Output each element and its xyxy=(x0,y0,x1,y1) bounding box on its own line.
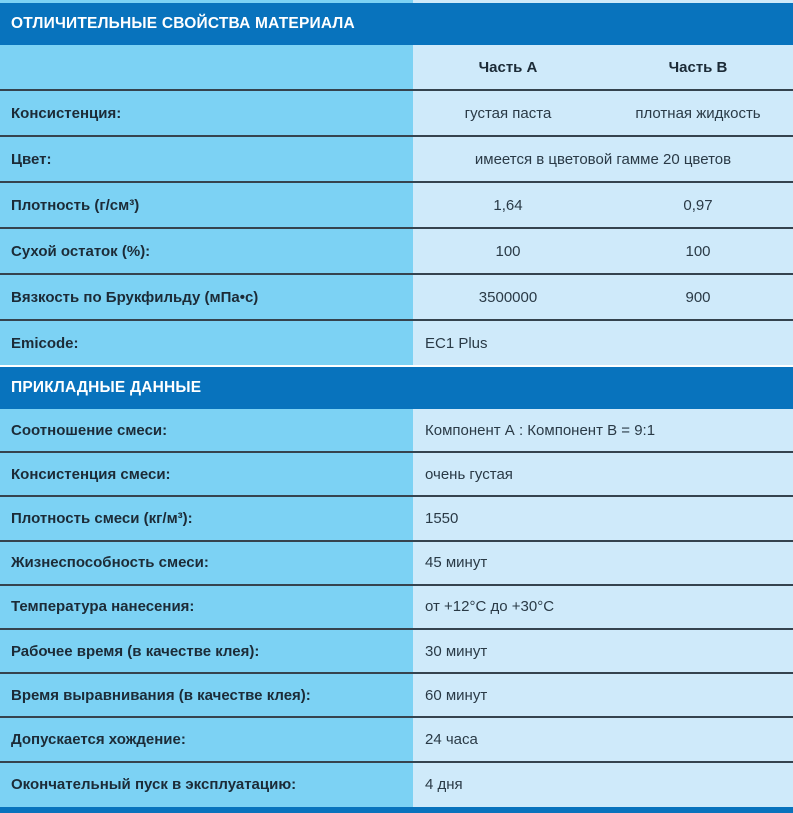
column-header-row xyxy=(0,45,793,91)
property-label: Emicode: xyxy=(11,334,79,352)
column-headers xyxy=(413,45,793,89)
property-values xyxy=(413,763,793,807)
property-values xyxy=(413,137,793,181)
table-row-color xyxy=(0,137,793,183)
value-part-b: 100 xyxy=(685,242,711,260)
property-values xyxy=(413,586,793,628)
property-values xyxy=(413,718,793,760)
value-part-a: 1,64 xyxy=(493,196,523,214)
table-row-application-temp xyxy=(0,586,793,630)
value: 4 дня xyxy=(425,776,463,794)
property-label: Консистенция: xyxy=(11,104,122,122)
property-values xyxy=(413,229,793,273)
section2-title: ПРИКЛАДНЫЕ ДАННЫЕ xyxy=(11,379,202,396)
property-label: Сухой остаток (%): xyxy=(11,242,151,260)
table-row-foot-traffic xyxy=(0,718,793,762)
bottom-accent-bar xyxy=(0,807,793,813)
property-values xyxy=(413,409,793,451)
value: очень густая xyxy=(425,465,513,483)
value: 30 минут xyxy=(425,642,488,660)
property-values xyxy=(413,321,793,365)
value: 60 минут xyxy=(425,686,488,704)
table-row-working-time xyxy=(0,630,793,674)
value-part-a: 3500000 xyxy=(478,288,538,306)
table-row-mix-ratio xyxy=(0,409,793,453)
property-values xyxy=(413,453,793,495)
section2-header-bar xyxy=(0,365,793,409)
value-span: имеется в цветовой гамме 20 цветов xyxy=(474,150,732,168)
property-label: Жизнеспособность смеси: xyxy=(11,554,209,572)
table-row-mix-density xyxy=(0,497,793,541)
value-part-a: 100 xyxy=(495,242,521,260)
table-row-consistency xyxy=(0,91,793,137)
section1-title: ОТЛИЧИТЕЛЬНЫЕ СВОЙСТВА МАТЕРИАЛА xyxy=(11,15,355,32)
value: 24 часа xyxy=(425,730,478,748)
property-label: Цвет: xyxy=(11,150,52,168)
value-part-b: 0,97 xyxy=(683,196,713,214)
property-label: Рабочее время (в качестве клея): xyxy=(11,642,260,660)
table-row-pot-life xyxy=(0,542,793,586)
property-label: Допускается хождение: xyxy=(11,730,186,748)
table-row-viscosity xyxy=(0,275,793,321)
property-label: Вязкость по Брукфильду (мПа•с) xyxy=(11,288,259,306)
section1-header-bar xyxy=(0,3,793,45)
value: EC1 Plus xyxy=(425,334,488,352)
table-row-density xyxy=(0,183,793,229)
property-values xyxy=(413,674,793,716)
value-part-b: плотная жидкость xyxy=(635,104,761,122)
value: 1550 xyxy=(425,509,459,527)
property-values xyxy=(413,630,793,672)
property-label: Соотношение смеси: xyxy=(11,421,168,439)
property-values xyxy=(413,275,793,319)
table-row-mix-consistency xyxy=(0,453,793,497)
value-part-b: 900 xyxy=(685,288,711,306)
column-header-spacer xyxy=(0,45,413,89)
table-row-dry-residue xyxy=(0,229,793,275)
property-label: Консистенция смеси: xyxy=(11,465,171,483)
property-values xyxy=(413,497,793,539)
col-b-header: Часть В xyxy=(668,58,728,76)
value: от +12°С до +30°С xyxy=(425,598,555,616)
table-row-leveling-time xyxy=(0,674,793,718)
table-row-emicode xyxy=(0,321,793,365)
property-values xyxy=(413,91,793,135)
property-label: Время выравнивания (в качестве клея): xyxy=(11,686,311,704)
property-label: Окончательный пуск в эксплуатацию: xyxy=(11,776,297,794)
property-values xyxy=(413,183,793,227)
col-a-header: Часть А xyxy=(478,58,538,76)
value: 45 минут xyxy=(425,554,488,572)
table-row-full-service xyxy=(0,763,793,807)
value-part-a: густая паста xyxy=(464,104,552,122)
value: Компонент А : Компонент В = 9:1 xyxy=(425,421,656,439)
property-label: Плотность (г/см³) xyxy=(11,196,140,214)
property-label: Плотность смеси (кг/м³): xyxy=(11,509,193,527)
property-label: Температура нанесения: xyxy=(11,598,195,616)
property-values xyxy=(413,542,793,584)
